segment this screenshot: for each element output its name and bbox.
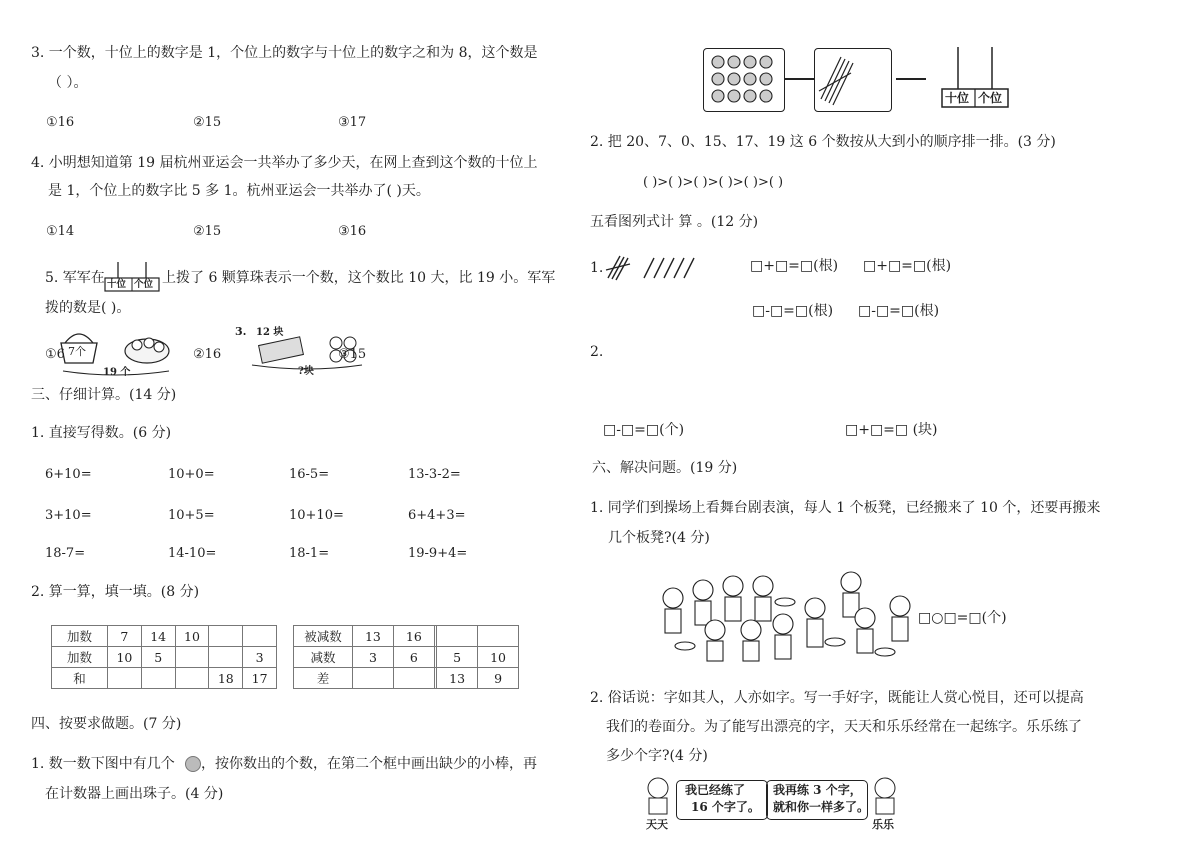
tiantian-avatar — [643, 776, 673, 816]
table-cell[interactable] — [393, 668, 434, 689]
name-tiantian: 天天 — [646, 818, 668, 831]
counter-ones-label: 个位 — [978, 91, 1003, 105]
table-cell: 和 — [52, 668, 108, 689]
table-cell: 加数 — [52, 626, 108, 647]
calc-r1c1[interactable]: 6+10= — [45, 467, 92, 482]
table-cell: 10 — [478, 647, 519, 668]
q5-line2: 拨的数是( )。 — [45, 300, 131, 316]
table-cell: 16 — [393, 626, 434, 647]
circles-box — [703, 48, 785, 112]
table-cell: 3 — [243, 647, 277, 668]
table-cell[interactable] — [243, 626, 277, 647]
subtraction-table — [293, 625, 519, 689]
table-cell: 14 — [141, 626, 175, 647]
q5-option-1[interactable]: ①6 — [45, 347, 65, 362]
sec4-q1-part1: 1. 数一数下图中有几个 — [31, 756, 175, 772]
table-cell: 18 — [209, 668, 243, 689]
sec6-q1-line2: 几个板凳?(4 分) — [608, 530, 710, 546]
calc-r2c2[interactable]: 10+5= — [168, 508, 215, 523]
right-q2: 2. 把 20、7、0、15、17、19 这 6 个数按从大到小的顺序排一排。(3 分) — [590, 134, 1056, 150]
question-blocks-label: ?块 — [298, 366, 314, 377]
sec6-q2-line1: 2. 俗话说：字如其人，人亦如字。写一手好字，既能让人赏心悦目，还可以提高 — [590, 690, 1084, 706]
table-cell: 10 — [108, 647, 142, 668]
basket-illustration — [55, 325, 175, 381]
calc-r2c1[interactable]: 3+10= — [45, 508, 92, 523]
q4-option-1[interactable]: ①14 — [46, 224, 75, 239]
bubble2-line1: 我再练 3 个字， — [773, 783, 862, 797]
table-cell: 5 — [437, 647, 478, 668]
sticks-icon — [604, 252, 704, 282]
q3-line1: 3. 一个数，十位上的数字是 1，个位上的数字与十位上的数字之和为 8，这个数是 — [31, 45, 538, 61]
sec4-q1-part3: 在计数器上画出珠子。(4 分) — [45, 786, 224, 802]
equation-2[interactable]: □+□=□(根) — [863, 258, 952, 274]
table-cell: 加数 — [52, 647, 108, 668]
equation-3[interactable]: □-□=□(根) — [752, 303, 834, 319]
table-cell[interactable] — [108, 668, 142, 689]
equation-5[interactable]: □-□=□(个) — [603, 422, 685, 438]
calc-r3c1[interactable]: 18-7= — [45, 546, 86, 561]
table-cell: 17 — [243, 668, 277, 689]
addition-table — [51, 625, 277, 689]
bubble2-line2: 就和你一样多了。 — [773, 800, 870, 814]
table-cell: 6 — [393, 647, 434, 668]
bag-count-label: 7个 — [68, 345, 86, 358]
section-3-sub1: 1. 直接写得数。(6 分) — [31, 425, 172, 441]
section-4-title: 四、按要求做题。(7 分) — [31, 716, 182, 732]
table-cell: 5 — [141, 647, 175, 668]
calc-r1c3[interactable]: 16-5= — [289, 467, 330, 482]
children-stools-illustration — [655, 568, 915, 664]
bubble1-line2: 16 个字了。 — [691, 800, 760, 814]
calc-r3c3[interactable]: 18-1= — [289, 546, 330, 561]
lele-avatar — [870, 776, 900, 816]
arrow-line — [896, 78, 926, 80]
table-cell: 7 — [108, 626, 142, 647]
table-cell: 被减数 — [294, 626, 353, 647]
table-cell: 差 — [294, 668, 353, 689]
calc-r2c4[interactable]: 6+4+3= — [408, 508, 466, 523]
section-5-title: 五看图列式计 算 。(12 分) — [590, 214, 759, 230]
q4-line1: 4. 小明想知道第 19 届杭州亚运会一共举办了多少天，在网上查到这个数的十位上 — [31, 155, 538, 171]
q5-part2: 上拨了 6 颗算珠表示一个数，这个数比 10 大，比 19 小。军军 — [162, 270, 556, 286]
blocks-count-label: 12 块 — [256, 327, 284, 338]
q4-line2: 是 1，个位上的数字比 5 多 1。杭州亚运会一共举办了( )天。 — [48, 183, 430, 199]
sec6-q2-line2: 我们的卷面分。为了能写出漂亮的字，天天和乐乐经常在一起练字。乐乐练了 — [606, 719, 1082, 735]
section-3-sub2: 2. 算一算，填一填。(8 分) — [31, 584, 200, 600]
table-cell[interactable] — [175, 647, 209, 668]
q5-option-2[interactable]: ②16 — [193, 347, 222, 362]
q4-option-2[interactable]: ②15 — [193, 224, 222, 239]
lele-speech-bubble — [766, 780, 868, 820]
equation-4[interactable]: □-□=□(根) — [858, 303, 940, 319]
abacus-label-ones: 个位 — [134, 279, 154, 290]
sec6-q1-line1: 1. 同学们到操场上看舞台剧表演，每人 1 个板凳，已经搬来了 10 个，还要再搬来 — [590, 500, 1101, 516]
small-abacus-icon — [104, 260, 160, 292]
sticks-box[interactable] — [814, 48, 892, 112]
order-blanks[interactable]: ( )>( )>( )>( )>( )>( ) — [643, 175, 784, 190]
arrow-line — [784, 78, 814, 80]
tiantian-speech-bubble — [676, 780, 768, 820]
table-cell: 13 — [353, 626, 394, 647]
q3-option-3[interactable]: ③17 — [338, 115, 367, 130]
name-lele: 乐乐 — [872, 818, 894, 831]
total-label: 19 个 — [103, 367, 131, 378]
calc-r1c2[interactable]: 10+0= — [168, 467, 215, 482]
sec5-q1-number: 1. — [590, 260, 604, 276]
table-cell[interactable] — [175, 668, 209, 689]
sec4-q1-part2: ，按你数出的个数，在第二个框中画出缺少的小棒，再 — [201, 756, 537, 772]
equation-6[interactable]: □+□=□ (块) — [845, 422, 938, 438]
item-3-number: 3. — [235, 325, 247, 338]
table-cell: 减数 — [294, 647, 353, 668]
table-cell: 9 — [478, 668, 519, 689]
q5-part1: 5. 军军在 — [45, 270, 105, 286]
table-cell[interactable] — [437, 626, 478, 647]
counter-abacus[interactable] — [940, 45, 1010, 109]
q3-option-1[interactable]: ①16 — [46, 115, 75, 130]
q5-option-3[interactable]: ③15 — [338, 347, 367, 362]
section-3-title: 三、仔细计算。(14 分) — [31, 387, 177, 403]
table-cell[interactable] — [209, 626, 243, 647]
calc-r1c4[interactable]: 13-3-2= — [408, 467, 461, 482]
counter-tens-label: 十位 — [945, 91, 970, 105]
q4-option-3[interactable]: ③16 — [338, 224, 367, 239]
equation-7[interactable]: □○□=□(个) — [918, 610, 1007, 626]
gray-circle-icon — [185, 756, 201, 772]
sec5-q2-number: 2. — [590, 344, 604, 360]
table-cell[interactable] — [353, 668, 394, 689]
table-cell[interactable] — [141, 668, 175, 689]
table-cell: 3 — [353, 647, 394, 668]
table-cell: 10 — [175, 626, 209, 647]
equation-1[interactable]: □+□=□(根) — [750, 258, 839, 274]
abacus-label-tens: 十位 — [107, 279, 127, 290]
q3-line2: （ ）。 — [48, 75, 88, 91]
calc-r2c3[interactable]: 10+10= — [289, 508, 344, 523]
section-6-title: 六、解决问题。(19 分) — [592, 460, 738, 476]
bubble1-line1: 我已经练了 — [685, 783, 746, 797]
calc-r3c2[interactable]: 14-10= — [168, 546, 217, 561]
q3-option-2[interactable]: ②15 — [193, 115, 222, 130]
table-cell[interactable] — [478, 626, 519, 647]
table-cell: 13 — [437, 668, 478, 689]
sec6-q2-line3: 多少个字?(4 分) — [606, 748, 708, 764]
table-cell[interactable] — [209, 647, 243, 668]
calc-r3c4[interactable]: 19-9+4= — [408, 546, 468, 561]
